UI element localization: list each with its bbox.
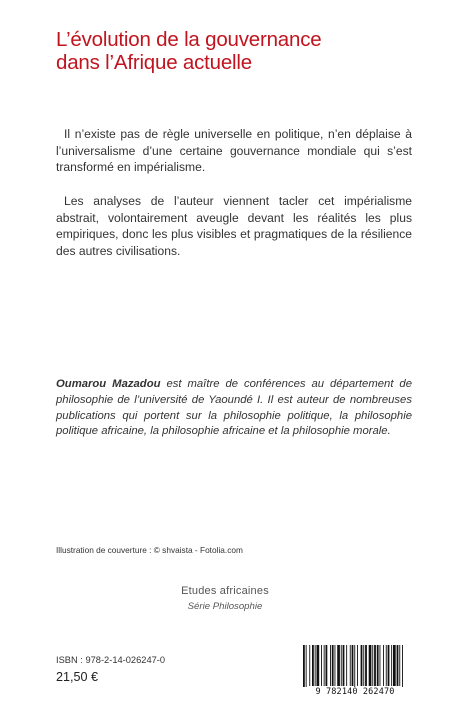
author-name: Oumarou Mazadou <box>56 378 161 390</box>
series-subtitle: Série Philosophie <box>187 601 263 612</box>
barcode-bars-icon <box>295 643 415 689</box>
barcode-number: 9 782140 262470 <box>295 687 415 697</box>
author-biography <box>56 377 412 440</box>
series-name: Etudes africaines <box>181 585 269 597</box>
barcode <box>295 643 415 701</box>
book-title-line-2: dans l’Afrique actuelle <box>56 51 252 74</box>
series-block <box>150 585 300 612</box>
book-title <box>56 28 426 74</box>
summary-paragraph-2: Les analyses de l’auteur viennent tacler cet impérialisme abstrait, volontairement aveugle devant les réalités les plus empiriques, donc les plus visibles et pragmatiques de la résilience des autres civilisations. <box>56 194 412 258</box>
book-title-line-1: L’évolution de la gouvernance <box>56 28 322 51</box>
illustration-credit: Illustration de couverture : © shvaista - Fotolia.com <box>56 545 243 555</box>
isbn: ISBN : 978-2-14-026247-0 <box>56 655 166 665</box>
price: 21,50 € <box>56 670 99 684</box>
summary-paragraph-1: Il n’existe pas de règle universelle en politique, n’en déplaise à l’universalisme d’une certaine gouvernance mondiale qui s’est transformé en impérialisme. <box>56 127 412 175</box>
author-bio-text: est maître de conférences au département de philosophie de l’université de Yaoundé I. Il est auteur de nombreuses publications qui portent sur la philosophie politique, la philosophie politique africaine, la philosophie africaine et la philosophie morale. <box>56 378 412 438</box>
